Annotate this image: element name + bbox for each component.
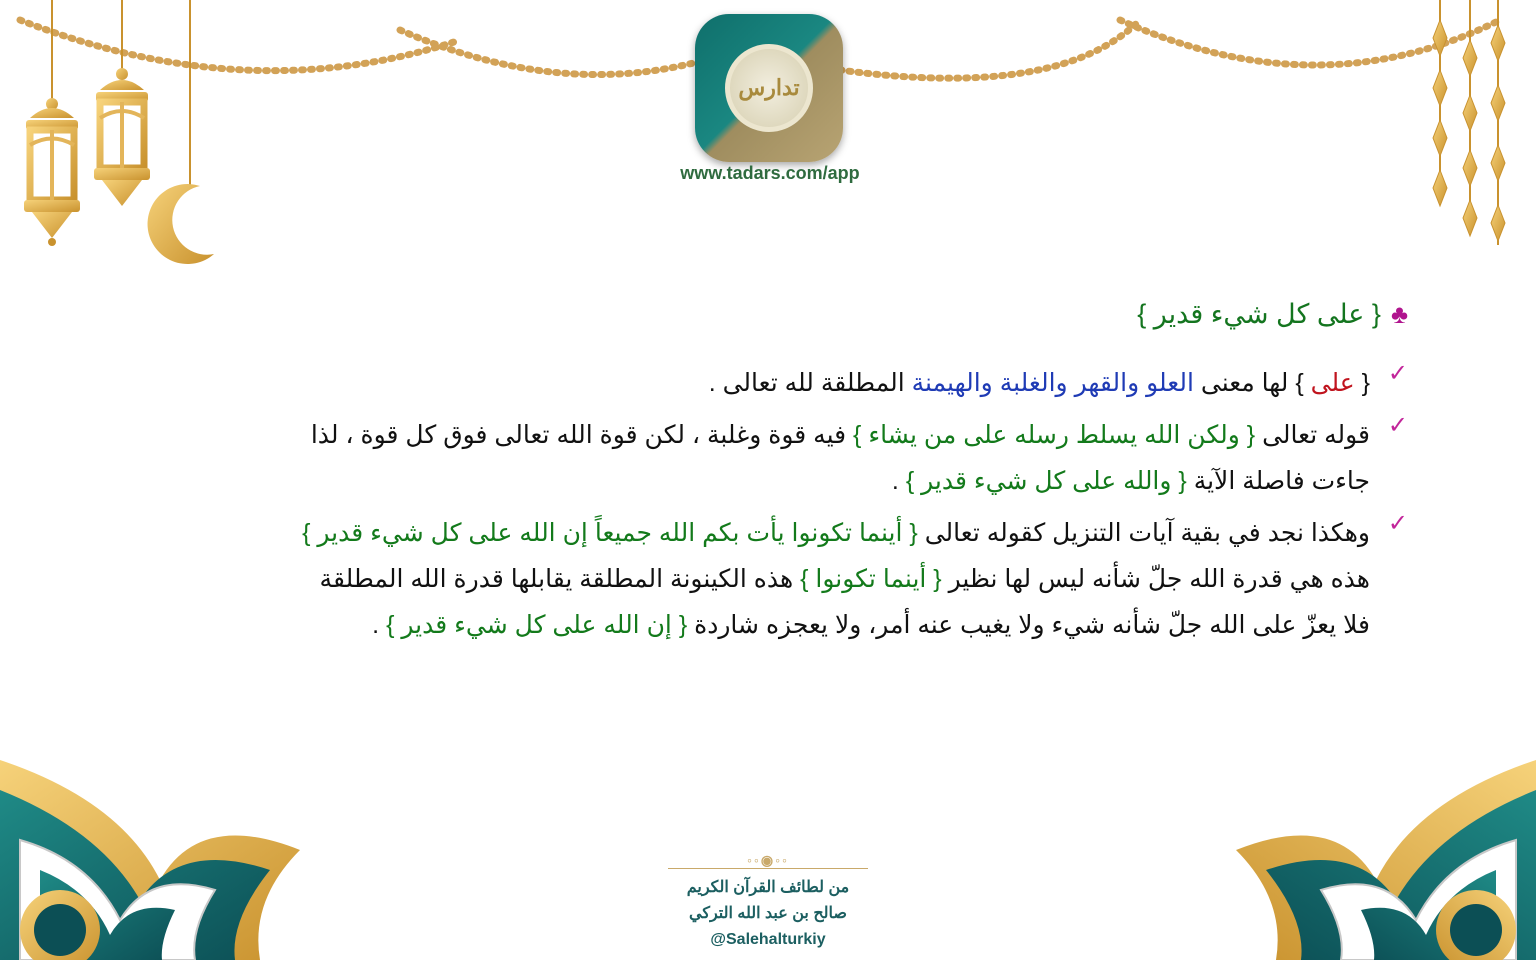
body-text: قوله تعالى xyxy=(1255,421,1370,449)
body-text: هذه الكينونة المطلقة يقابلها قدرة الله المطلقة xyxy=(319,565,801,593)
flourish-ornament: ◦◦◉◦◦ xyxy=(746,852,790,868)
body-text: . xyxy=(372,611,387,639)
text-line xyxy=(178,458,1370,504)
series-title: من لطائف القرآن الكريم xyxy=(686,879,850,896)
checkmark-icon: ✓ xyxy=(1387,360,1408,387)
verse-quote: { أينما تكونوا } xyxy=(800,565,942,593)
keyword-highlight: على xyxy=(1310,369,1355,397)
credit-divider xyxy=(668,868,868,869)
crescent-moon-icon xyxy=(148,0,214,264)
meaning-highlight: العلو والقهر والغلبة والهيمنة xyxy=(911,369,1194,397)
author-handle: @Salehalturkiy xyxy=(710,931,826,948)
author-credits xyxy=(660,852,876,953)
body-text: المطلقة لله تعالى . xyxy=(708,369,912,397)
body-text: . xyxy=(891,467,906,495)
mandala-ornament xyxy=(0,760,300,960)
body-text: فيه قوة وغلبة ، لكن قوة الله تعالى فوق كل قوة ، لذا xyxy=(310,421,854,449)
text-line xyxy=(178,360,1370,406)
list-item xyxy=(178,360,1408,406)
app-logo xyxy=(695,14,843,162)
main-content xyxy=(178,296,1408,654)
site-url: www.tadars.com/app xyxy=(680,163,860,183)
checkmark-icon: ✓ xyxy=(1387,510,1408,537)
body-text: وهكذا نجد في بقية آيات التنزيل كقوله تعالى xyxy=(917,519,1370,547)
verse-quote: { والله على كل شيء قدير } xyxy=(905,467,1187,495)
club-suit-icon: ♣ xyxy=(1390,299,1408,329)
body-text: جاءت فاصلة الآية xyxy=(1186,467,1370,495)
verse-quote: { أينما تكونوا يأت بكم الله جميعاً إن الله على كل شيء قدير } xyxy=(302,519,918,547)
verse-quote: { ولكن الله يسلط رسله على من يشاء } xyxy=(853,421,1256,449)
text-line xyxy=(178,510,1370,556)
text-line xyxy=(178,556,1370,602)
checkmark-icon: ✓ xyxy=(1387,412,1408,439)
body-text: هذه هي قدرة الله جلّ شأنه ليس لها نظير xyxy=(941,565,1370,593)
text-line xyxy=(178,602,1370,648)
list-item xyxy=(178,412,1408,504)
heading-verse: { على كل شيء قدير } xyxy=(1137,298,1381,329)
logo-wordmark: تدارس xyxy=(738,75,800,101)
logo-emblem xyxy=(725,44,813,132)
verse-quote: { إن الله على كل شيء قدير } xyxy=(386,611,688,639)
author-name: صالح بن عبد الله التركي xyxy=(689,905,847,922)
list-item xyxy=(178,510,1408,648)
lantern-icon xyxy=(94,0,150,206)
text-line xyxy=(178,412,1370,458)
mandala-ornament xyxy=(1236,760,1536,960)
bullet-list xyxy=(178,360,1408,648)
body-text: } لها معنى xyxy=(1193,369,1311,397)
body-text: { xyxy=(1354,369,1370,397)
hanging-diamond-ornaments xyxy=(1433,0,1505,245)
body-text: فلا يعزّ على الله جلّ شأنه شيء ولا يغيب عنه أمر، ولا يعجزه شاردة xyxy=(687,611,1370,639)
section-heading xyxy=(178,296,1408,332)
